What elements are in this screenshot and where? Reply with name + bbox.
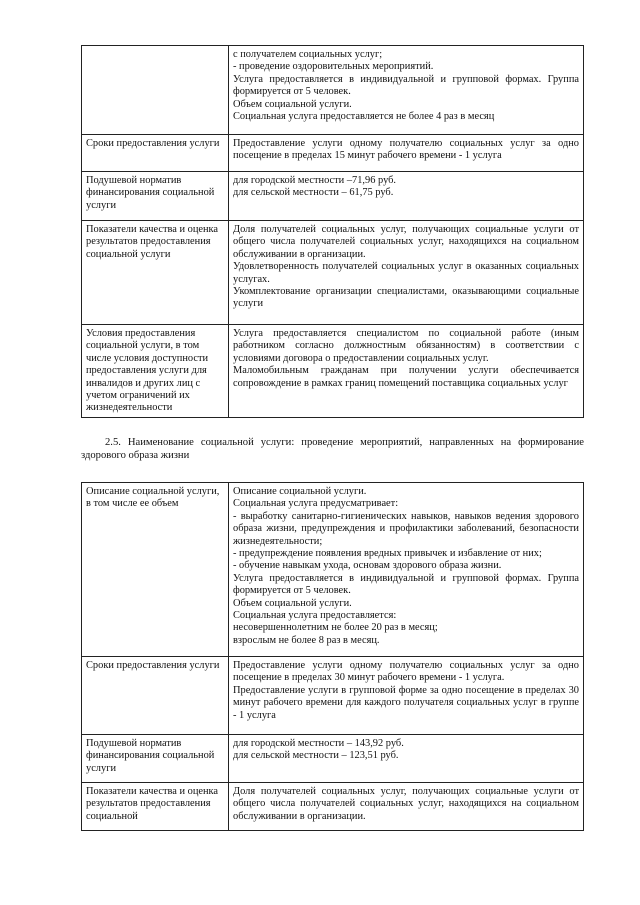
value-line: - предупреждение появления вредных привычек и избавление от них;	[233, 548, 542, 560]
row-value-cell	[229, 483, 584, 657]
row-label-cell: Подушевой норматив финансирования социальной услуги	[82, 172, 229, 221]
table-row	[82, 735, 584, 783]
value-line: Объем социальной услуги.	[233, 98, 352, 110]
row-label-cell: Показатели качества и оценка результатов предоставления социальной услуги	[82, 221, 229, 325]
value-line: - проведение оздоровительных мероприятий.	[233, 61, 434, 73]
row-value-cell	[229, 325, 584, 418]
value-line: Доля получателей социальных услуг, получающих социальные услуги от общего числа получателей социальных услуг, находящихся на социальном обслуживании в организации.	[233, 224, 579, 260]
value-line: для городской местности – 143,92 руб.	[233, 738, 404, 749]
row-value-cell	[229, 221, 584, 325]
value-line: Описание социальной услуги.	[233, 486, 367, 497]
row-label-cell: Условия предоставления социальной услуги, в том числе условия доступности предоставления услуги для инвалидов и других лиц с учетом ограничений их жизнедеятельности	[82, 325, 229, 418]
row-label-cell	[82, 46, 229, 135]
row-value-cell	[229, 46, 584, 135]
row-label-cell: Описание социальной услуги, в том числе ее объем	[82, 483, 229, 657]
row-label-cell: Сроки предоставления услуги	[82, 135, 229, 172]
value-line: с получателем социальных услуг;	[233, 49, 383, 60]
services-table-1	[81, 45, 584, 418]
table-row	[82, 783, 584, 831]
value-line: Предоставление услуги в групповой форме за одно посещение в пределах 30 минут рабочего времени для каждого получателя социальных услуг в группе - 1 услуга	[233, 684, 579, 721]
table-row	[82, 46, 584, 135]
value-line: Услуга предоставляется в индивидуальной и групповой формах. Группа формируется от 5 человек.	[233, 73, 579, 98]
value-line: Социальная услуга предусматривает:	[233, 498, 399, 510]
value-line: Услуга предоставляется в индивидуальной и групповой формах. Группа формируется от 5 человек.	[233, 572, 579, 597]
value-line: для сельской местности – 61,75 руб.	[233, 187, 394, 199]
value-line: взрослым не более 8 раз в месяц.	[233, 634, 380, 646]
value-line: для сельской местности – 123,51 руб.	[233, 750, 399, 762]
row-value-cell	[229, 735, 584, 783]
row-label-cell: Подушевой норматив финансирования социальной услуги	[82, 735, 229, 783]
value-line: Объем социальной услуги.	[233, 597, 352, 609]
row-value-cell	[229, 657, 584, 735]
value-line: Маломобильным гражданам при получении услуги обеспечивается сопровождение в рамках границ помещений поставщика социальных услуг	[233, 365, 579, 389]
value-line: Доля получателей социальных услуг, получающих социальные услуги от общего числа получателей социальных услуг, находящихся на социальном обслуживании в организации.	[233, 786, 579, 822]
value-line: Удовлетворенность получателей социальных услуг в оказанных социальных услугах.	[233, 261, 579, 285]
row-value-cell	[229, 783, 584, 831]
table-row	[82, 221, 584, 325]
row-value-cell	[229, 172, 584, 221]
value-line: - выработку санитарно-гигиенических навыков, навыков ведения здорового образа жизни, предупреждения и профилактики заболеваний, безопасности жизнедеятельности;	[233, 510, 579, 547]
section-heading-text: 2.5. Наименование социальной услуги: проведение мероприятий, направленных на формирование здорового образа жизни	[81, 437, 584, 461]
row-value-cell	[229, 135, 584, 172]
row-label-cell: Показатели качества и оценка результатов предоставления социальной	[82, 783, 229, 831]
section-heading	[81, 436, 584, 462]
table-row	[82, 135, 584, 172]
value-line: - обучение навыкам ухода, основам здорового образа жизни.	[233, 560, 502, 572]
services-table-2	[81, 482, 584, 831]
value-line: Предоставление услуги одному получателю социальных услуг за одно посещение в пределах 30 минут рабочего времени - 1 услуга.	[233, 660, 579, 684]
value-line: Предоставление услуги одному получателю социальных услуг за одно посещение в пределах 15 минут рабочего времени - 1 услуга	[233, 138, 579, 162]
row-label-cell: Сроки предоставления услуги	[82, 657, 229, 735]
table-row	[82, 172, 584, 221]
value-line: несовершеннолетним не более 20 раз в месяц;	[233, 622, 438, 634]
value-line: Укомплектование организации специалистами, оказывающими социальные услуги	[233, 286, 579, 310]
table-row	[82, 325, 584, 418]
value-line: Социальная услуга предоставляется:	[233, 610, 397, 622]
table-row	[82, 483, 584, 657]
value-line: для городской местности –71,96 руб.	[233, 175, 397, 186]
value-line: Услуга предоставляется специалистом по социальной работе (иным работником согласно должностным обязанностям) в соответствии с условиями договора о предоставлении социальных услуг.	[233, 328, 579, 364]
table-row	[82, 657, 584, 735]
value-line: Социальная услуга предоставляется не более 4 раз в месяц	[233, 111, 495, 123]
